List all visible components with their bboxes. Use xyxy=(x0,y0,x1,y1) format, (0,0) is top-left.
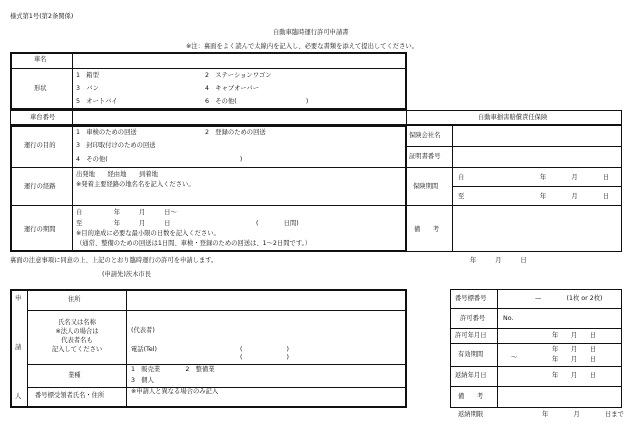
insurance-to[interactable]: 至 年 月 日 xyxy=(458,193,610,200)
valid-label: 有効期間 xyxy=(458,351,484,358)
business-line-1[interactable]: 1 販売業 2 整備業 xyxy=(131,366,215,373)
return-date-value[interactable]: 年 月 日 xyxy=(552,372,597,379)
applicant-side-1: 申 xyxy=(15,295,22,302)
shape-option-4[interactable]: 4 キャブオーバー xyxy=(205,85,260,92)
plate-label: 番号標番号 xyxy=(455,295,487,302)
name-label-2: ※法人の場合は xyxy=(55,328,99,335)
purpose-option-2[interactable]: 2 登録のための回送 xyxy=(205,129,266,136)
office-box xyxy=(450,289,622,408)
period-note-1: ※目的達成に必要な最小限の日数を記入ください。 xyxy=(76,230,220,237)
permit-date-label: 許可年月日 xyxy=(455,332,487,339)
insurance-cert-label: 証明書番号 xyxy=(409,153,441,160)
applicant-side-2: 請 xyxy=(15,344,22,351)
valid-to[interactable]: 年 月 日 xyxy=(552,356,597,363)
shape-option-5[interactable]: 5 オートバイ xyxy=(76,98,118,105)
business-line-2[interactable]: 3 個人 xyxy=(131,377,154,384)
route-line-1: 出発地 経由地 到着地 xyxy=(76,171,158,178)
header-note: ※注：裏面をよく読んで太線内を記入し、必要な書類を添えて提出してください。 xyxy=(186,43,418,50)
route-note: ※発着主要経路の地名名を記入ください。 xyxy=(76,181,195,188)
period-label: 運行の期間 xyxy=(24,226,56,233)
period-to[interactable]: 至 年 月 日 xyxy=(76,220,171,227)
name-label-3: 代表者名も xyxy=(61,337,93,344)
period-days[interactable]: ( 日間) xyxy=(256,220,299,227)
insurance-period-label: 保険期間 xyxy=(413,183,439,190)
return-date-label: 返納年月日 xyxy=(455,372,487,379)
chassis-label: 車台番号 xyxy=(30,114,56,121)
valid-from[interactable]: 年 月 日 xyxy=(552,346,597,353)
receiver-label: 番号標受領者氏名・住所 xyxy=(35,392,105,399)
route-label: 運行の経路 xyxy=(24,183,56,190)
return-deadline-label: 返納期限 xyxy=(458,411,484,418)
shape-label: 形状 xyxy=(34,85,47,92)
declaration-text: 裏面の注意事項に同意の上、上記のとおり臨時運行の許可を申請します。 xyxy=(10,257,218,264)
form-number: 様式第1号(第2条関係) xyxy=(10,13,74,20)
insurance-remarks-label: 備 考 xyxy=(414,226,440,233)
plate-value: — (1枚 or 2枚) xyxy=(535,295,603,302)
applicant-side-3: 人 xyxy=(15,393,22,400)
purpose-option-3[interactable]: 3 封印取付けのための回送 xyxy=(76,142,156,149)
representative-label: (代表者) xyxy=(131,327,155,334)
vehicle-name-label: 車名 xyxy=(34,56,47,63)
shape-option-2[interactable]: 2 ステーションワゴン xyxy=(205,72,272,79)
business-label: 業種 xyxy=(68,372,81,379)
insurance-header: 自動車損害賠償責任保険 xyxy=(478,114,548,121)
permit-date-value[interactable]: 年 月 日 xyxy=(552,332,597,339)
insurance-company-label: 保険会社名 xyxy=(409,132,441,139)
form-title: 自動車臨時運行許可申請書 xyxy=(273,29,349,36)
phone-field-1[interactable]: ( ) xyxy=(240,346,289,353)
purpose-option-1[interactable]: 1 車検のための回送 xyxy=(76,129,137,136)
purpose-label: 運行の目的 xyxy=(24,142,56,149)
declaration-date[interactable]: 年 月 日 xyxy=(470,257,527,264)
permit-no-label: 許可番号 xyxy=(460,315,486,322)
permit-no-value[interactable]: No. xyxy=(503,315,514,322)
return-deadline-value[interactable]: 年 月 日まで xyxy=(542,411,624,418)
name-label-4: 記入してください xyxy=(51,346,103,353)
address-label: 住所 xyxy=(68,296,81,303)
phone-field-2[interactable]: ( ) xyxy=(240,354,289,361)
receiver-note: ※申請人と異なる場合のみ記入 xyxy=(131,388,219,395)
phone-label: 電話(Tel) xyxy=(131,346,157,353)
period-note-2: （通常、整備のための回送は1日間、車検・登録のための回送は、1～2日間です。） xyxy=(76,240,312,247)
shape-option-3[interactable]: 3 バン xyxy=(76,85,99,92)
purpose-option-4[interactable]: 4 その他( ) xyxy=(76,156,243,163)
period-from[interactable]: 自 年 月 日～ xyxy=(76,209,177,216)
addressee: (申請先)茨木市長 xyxy=(102,271,151,278)
name-label-1: 氏名又は名称 xyxy=(58,319,96,326)
shape-option-1[interactable]: 1 箱型 xyxy=(76,72,99,79)
office-remarks-label: 備 考 xyxy=(458,393,484,400)
insurance-from[interactable]: 自 年 月 日 xyxy=(458,174,610,181)
valid-tilde: ～ xyxy=(511,354,518,361)
shape-option-6[interactable]: 6 その他( ) xyxy=(205,98,309,105)
